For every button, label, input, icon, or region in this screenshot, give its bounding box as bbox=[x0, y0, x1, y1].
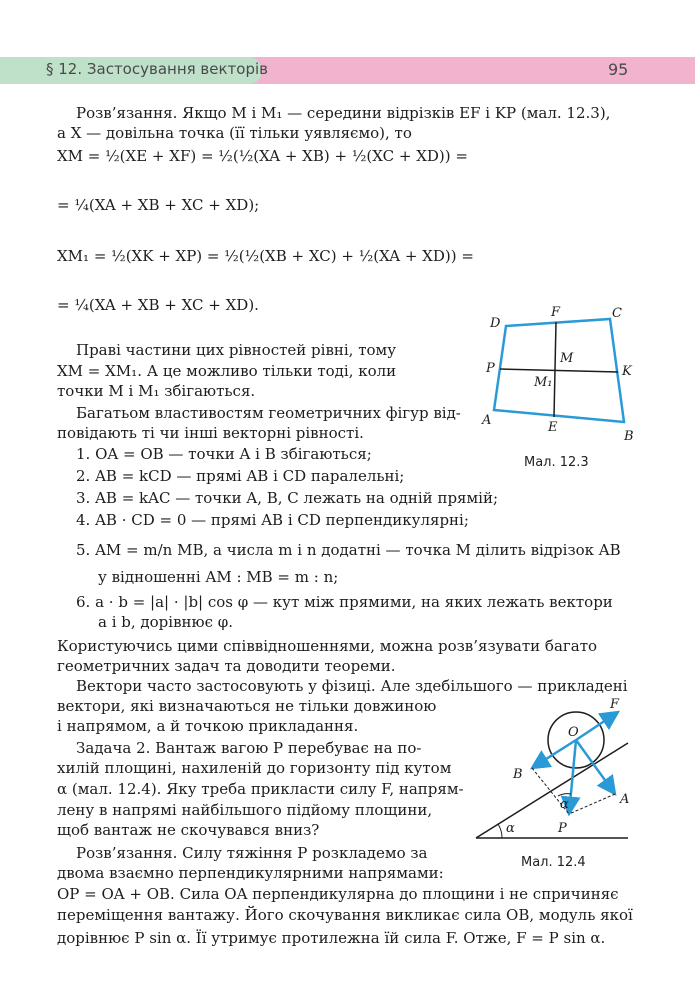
solution2-line4: переміщення вантажу. Його скочування викликає сила OB, модуль якої bbox=[57, 906, 633, 924]
vector-f bbox=[576, 712, 618, 740]
label-f-force: F bbox=[610, 697, 620, 712]
label-b: B bbox=[624, 429, 634, 444]
solution2-line5: дорівнює P sin α. Її утримує протилежна їй сила F. Отже, F = P sin α. bbox=[57, 929, 606, 947]
label-alpha-load: α bbox=[560, 797, 569, 812]
equation-3: XM₁ = ½(XK + XP) = ½(½(XB + XC) + ½(XA + XD)) = bbox=[57, 247, 474, 265]
figure-12-3-caption: Мал. 12.3 bbox=[524, 455, 589, 470]
list-item-5: 5. AM = m/n MB, а числа m і n додатні — точка M ділить відрізок AB bbox=[76, 541, 621, 559]
angle-arc-base bbox=[498, 824, 502, 838]
paragraph-properties-2: повідають ті чи інші векторні рівності. bbox=[57, 424, 364, 442]
paragraph-relations-1: Користуючись цими співвідношеннями, можна розв’язувати багато bbox=[57, 637, 598, 655]
label-alpha-base: α bbox=[506, 821, 515, 836]
paragraph-equal-parts-3: точки M і M₁ збігаються. bbox=[57, 382, 256, 400]
segment-pk bbox=[500, 369, 618, 372]
paragraph-physics-1: Вектори часто застосовують у фізиці. Але здебільшого — прикладені bbox=[76, 677, 628, 695]
figure-12-4-caption: Мал. 12.4 bbox=[521, 855, 586, 870]
solution-intro-line2: а X — довільна точка (її тільки уявляємо), то bbox=[57, 124, 412, 142]
segment-ef bbox=[554, 322, 556, 417]
page-number: 95 bbox=[608, 60, 629, 79]
dashed-a-p bbox=[569, 794, 615, 814]
list-item-5-cont: у відношенні AM : MB = m : n; bbox=[98, 568, 339, 586]
equation-2: = ¼(XA + XB + XC + XD); bbox=[57, 196, 260, 214]
label-m: M bbox=[560, 351, 574, 366]
paragraph-equal-parts-1: Праві частини цих рівностей рівні, тому bbox=[76, 341, 397, 359]
label-k: K bbox=[622, 364, 632, 379]
list-item-2: 2. AB = kCD — прямі AB і CD паралельні; bbox=[76, 467, 405, 485]
list-item-6: 6. a · b = |a| · |b| cos φ — кут між прямими, на яких лежать вектори bbox=[76, 593, 613, 611]
label-a: A bbox=[482, 413, 492, 428]
list-item-3: 3. AB = kAC — точки A, B, C лежать на одній прямій; bbox=[76, 489, 499, 507]
section-title: § 12. Застосування векторів bbox=[46, 60, 268, 78]
label-m1: M₁ bbox=[534, 375, 553, 390]
task2-line5: щоб вантаж не скочувався вниз? bbox=[57, 821, 320, 839]
label-f: F bbox=[551, 305, 561, 320]
equation-4: = ¼(XA + XB + XC + XD). bbox=[57, 296, 259, 314]
paragraph-properties-1: Багатьом властивостям геометричних фігур від- bbox=[76, 404, 461, 422]
solution2-line1: Розв’язання. Силу тяжіння P розкладемо за bbox=[76, 844, 428, 862]
page-header bbox=[0, 57, 695, 84]
vector-ob bbox=[532, 740, 576, 768]
task2-line2: хилій площині, нахиленій до горизонту під кутом bbox=[57, 759, 452, 777]
inclined-plane-line bbox=[476, 743, 628, 838]
list-item-1: 1. OA = OB — точки A і B збігаються; bbox=[76, 445, 372, 463]
label-b-point: B bbox=[513, 767, 523, 782]
figure-12-4-inclined-plane bbox=[470, 696, 635, 842]
label-p-point: P bbox=[558, 821, 567, 836]
task2-line4: лену в напрямі найбільшого підйому площини, bbox=[57, 801, 433, 819]
paragraph-physics-3: і напрямом, а й точкою прикладання. bbox=[57, 717, 359, 735]
paragraph-equal-parts-2: XM = XM₁. А це можливо тільки тоді, коли bbox=[57, 362, 397, 380]
solution2-line3: OP = OA + OB. Сила OA перпендикулярна до площини і не спричиняє bbox=[57, 885, 619, 903]
list-item-4: 4. AB · CD = 0 — прямі AB і CD перпендикулярні; bbox=[76, 511, 469, 529]
label-c: C bbox=[612, 306, 622, 321]
label-p: P bbox=[486, 361, 495, 376]
label-a-point: A bbox=[620, 792, 630, 807]
paragraph-relations-2: геометричних задач та доводити теореми. bbox=[57, 657, 396, 675]
task2-line3: α (мал. 12.4). Яку треба прикласти силу F, напрям- bbox=[57, 780, 464, 798]
paragraph-physics-2: вектори, які визначаються не тільки довжиною bbox=[57, 697, 437, 715]
label-e: E bbox=[548, 420, 558, 435]
solution-intro-line1: Розв’язання. Якщо M і M₁ — середини відрізків EF і KP (мал. 12.3), bbox=[76, 104, 611, 122]
solution2-line2: двома взаємно перпендикулярними напрямами: bbox=[57, 864, 444, 882]
angle-arc-load bbox=[558, 794, 571, 796]
label-o: O bbox=[568, 725, 579, 740]
figure-12-3-quadrilateral bbox=[478, 300, 658, 450]
equation-1: XM = ½(XE + XF) = ½(½(XA + XB) + ½(XC + XD)) = bbox=[57, 147, 468, 165]
list-item-6-cont: a і b, дорівнює φ. bbox=[98, 613, 234, 631]
task2-line1: Задача 2. Вантаж вагою P перебуває на по- bbox=[76, 739, 422, 757]
label-d: D bbox=[490, 316, 501, 331]
